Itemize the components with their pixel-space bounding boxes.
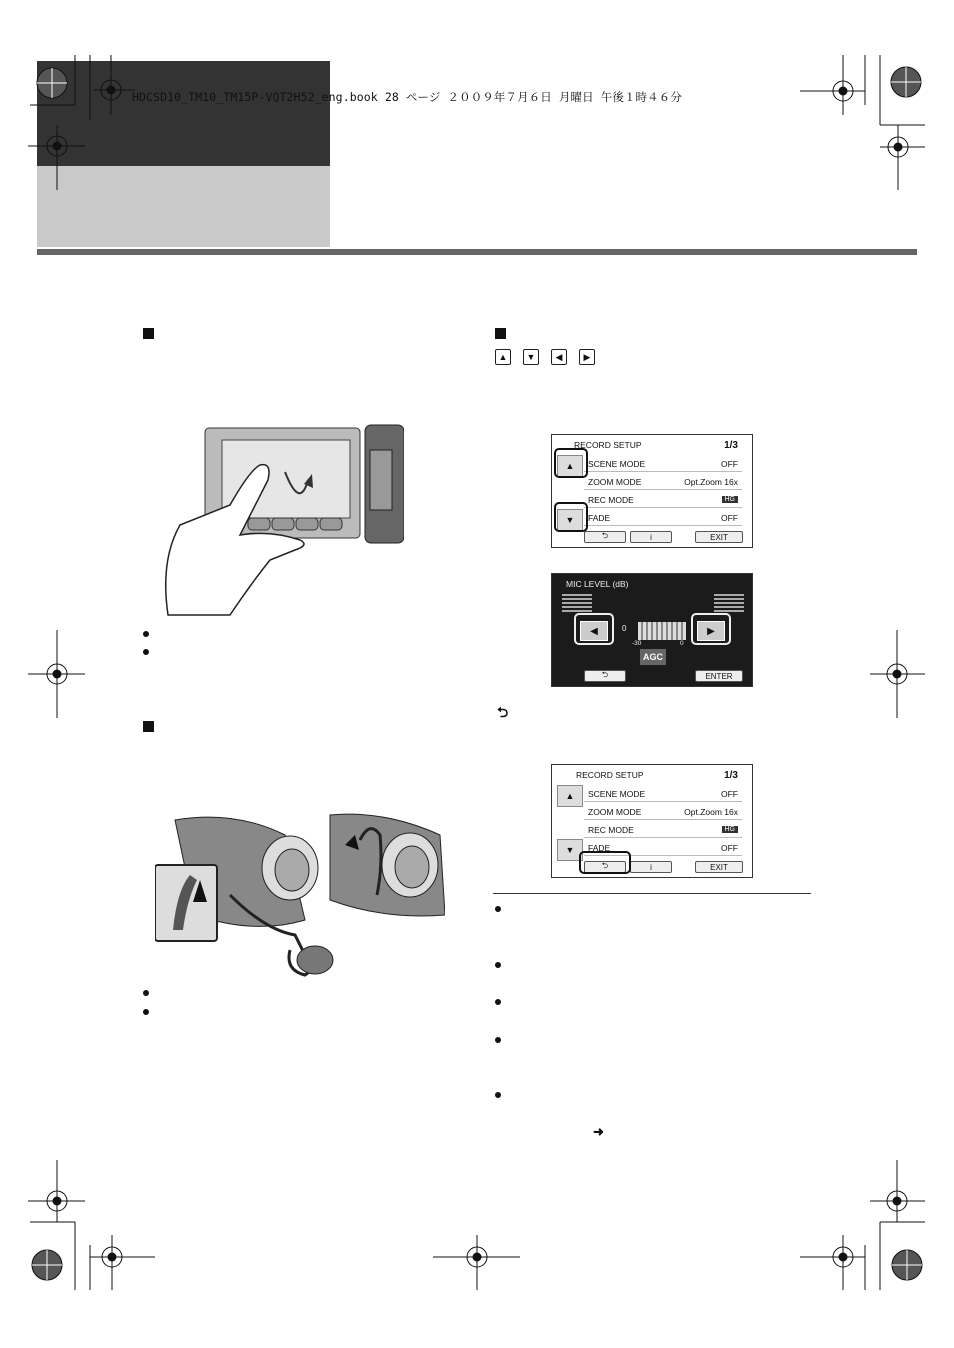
scroll-up-button[interactable]: ▲ bbox=[557, 785, 583, 807]
highlight-down bbox=[554, 502, 588, 532]
bullet bbox=[495, 1037, 501, 1043]
menu-row[interactable]: ZOOM MODE Opt.Zoom 16x bbox=[584, 474, 742, 490]
highlight-up bbox=[554, 448, 588, 478]
level-meter-left bbox=[562, 594, 592, 614]
bullet bbox=[495, 1092, 501, 1098]
menu-row[interactable]: REC MODE HG bbox=[584, 822, 742, 838]
info-button[interactable]: i bbox=[630, 531, 672, 543]
print-line: HDCSD10_TM10_TM15P-VQT2H52_eng.book 28 ページ ２００９年７月６日 月曜日 午後１時４６分 bbox=[132, 90, 682, 104]
notes-divider bbox=[493, 893, 811, 894]
enter-button[interactable]: ENTER bbox=[695, 670, 743, 682]
arrow-right-icon: ➜ bbox=[593, 1124, 604, 1139]
up-icon: ▲ bbox=[495, 349, 511, 365]
return-button[interactable]: ⮌ bbox=[584, 861, 626, 873]
menu-row[interactable]: ZOOM MODE Opt.Zoom 16x bbox=[584, 804, 742, 820]
scale-zero-label: 0 bbox=[680, 640, 684, 647]
section-marker-strap bbox=[143, 721, 154, 732]
menu-row[interactable]: REC MODE HG bbox=[584, 492, 742, 508]
section-marker-nav-icons bbox=[495, 328, 506, 339]
highlight-right bbox=[691, 613, 731, 645]
touchscreen-illustration bbox=[160, 410, 404, 620]
screen-title: RECORD SETUP bbox=[574, 440, 642, 450]
highlight-left bbox=[574, 613, 614, 645]
exit-button[interactable]: EXIT bbox=[695, 861, 743, 873]
bullet bbox=[143, 990, 149, 996]
scroll-down-button[interactable]: ▼ bbox=[557, 509, 583, 531]
return-button[interactable]: ⮌ bbox=[584, 670, 626, 682]
lens-cap-strap-illustration bbox=[155, 810, 445, 980]
menu-row[interactable]: FADE OFF bbox=[584, 510, 742, 526]
screen-title: MIC LEVEL (dB) bbox=[566, 579, 629, 589]
bullet bbox=[495, 999, 501, 1005]
exit-button[interactable]: EXIT bbox=[695, 531, 743, 543]
level-zero-label: 0 bbox=[622, 624, 627, 633]
scale-min-label: -30 bbox=[632, 640, 642, 647]
screen-title: RECORD SETUP bbox=[576, 770, 644, 780]
section-marker-touchscreen bbox=[143, 328, 154, 339]
right-icon: ▶ bbox=[579, 349, 595, 365]
level-slider[interactable] bbox=[638, 622, 686, 640]
return-button[interactable]: ⮌ bbox=[584, 531, 626, 543]
level-meter-right bbox=[714, 594, 744, 614]
bullet bbox=[495, 906, 501, 912]
bullet bbox=[495, 962, 501, 968]
highlight-return bbox=[579, 851, 631, 874]
level-up-button[interactable]: ▶ bbox=[697, 621, 725, 641]
down-icon: ▼ bbox=[523, 349, 539, 365]
bullet bbox=[143, 649, 149, 655]
menu-row[interactable]: SCENE MODE OFF bbox=[584, 786, 742, 802]
level-down-button[interactable]: ◀ bbox=[580, 621, 608, 641]
page-indicator: 1/3 bbox=[724, 440, 738, 451]
page-indicator: 1/3 bbox=[724, 770, 738, 781]
bullet bbox=[143, 1009, 149, 1015]
agc-badge[interactable]: AGC bbox=[640, 649, 666, 665]
scroll-down-button[interactable]: ▼ bbox=[557, 839, 583, 861]
return-icon: ⮌ bbox=[497, 704, 509, 720]
scroll-up-button[interactable]: ▲ bbox=[557, 455, 583, 477]
bullet bbox=[143, 631, 149, 637]
menu-row[interactable]: SCENE MODE OFF bbox=[584, 456, 742, 472]
left-icon: ◀ bbox=[551, 349, 567, 365]
menu-row[interactable]: FADE OFF bbox=[584, 840, 742, 856]
info-button[interactable]: i bbox=[630, 861, 672, 873]
